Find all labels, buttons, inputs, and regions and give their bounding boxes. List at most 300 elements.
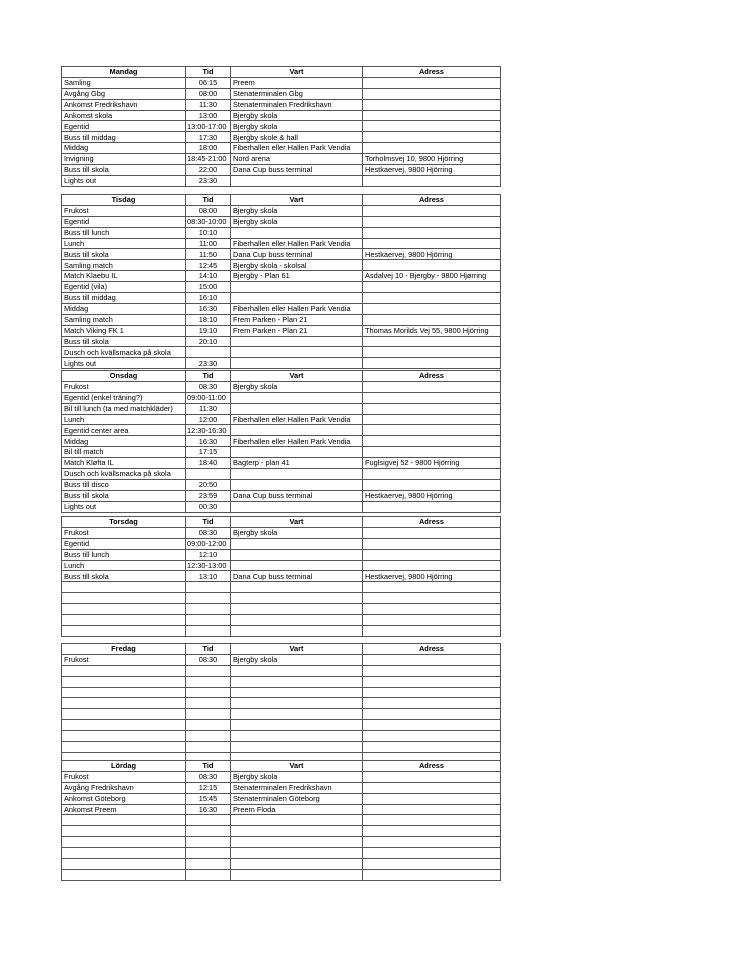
activity-cell: Lights out bbox=[62, 501, 186, 512]
address-cell bbox=[363, 381, 501, 392]
activity-cell: Frukost bbox=[62, 527, 186, 538]
table-row bbox=[62, 227, 501, 238]
table-row bbox=[62, 293, 501, 304]
address-cell bbox=[363, 347, 501, 358]
activity-cell bbox=[62, 582, 186, 593]
day-heading: Mandag bbox=[62, 67, 186, 78]
address-cell bbox=[363, 447, 501, 458]
activity-cell bbox=[62, 665, 186, 676]
table-header-row bbox=[62, 195, 501, 206]
location-cell bbox=[231, 848, 363, 859]
location-cell: Bjergby skola bbox=[231, 654, 363, 665]
table-row bbox=[62, 593, 501, 604]
address-cell bbox=[363, 143, 501, 154]
activity-cell: Samling bbox=[62, 77, 186, 88]
table-row bbox=[62, 458, 501, 469]
activity-cell: Samling match bbox=[62, 314, 186, 325]
location-cell bbox=[231, 593, 363, 604]
time-cell: 11:30 bbox=[186, 403, 231, 414]
table-row bbox=[62, 303, 501, 314]
location-cell bbox=[231, 625, 363, 636]
table-row bbox=[62, 869, 501, 880]
time-cell: 19:10 bbox=[186, 325, 231, 336]
activity-cell bbox=[62, 815, 186, 826]
time-cell bbox=[186, 709, 231, 720]
activity-cell: Avgång Gbg bbox=[62, 88, 186, 99]
day-heading: Lördag bbox=[62, 761, 186, 772]
address-cell bbox=[363, 77, 501, 88]
schedule-table-5 bbox=[61, 760, 501, 881]
activity-cell bbox=[62, 859, 186, 870]
address-cell: Hestkaervej, 9800 Hjörring bbox=[363, 249, 501, 260]
time-cell: 08:30 bbox=[186, 771, 231, 782]
time-cell: 12:00 bbox=[186, 414, 231, 425]
time-cell: 15:45 bbox=[186, 793, 231, 804]
time-cell: 22:00 bbox=[186, 165, 231, 176]
table-row bbox=[62, 604, 501, 615]
table-row bbox=[62, 615, 501, 626]
time-cell: 06:15 bbox=[186, 77, 231, 88]
address-cell bbox=[363, 527, 501, 538]
table-row bbox=[62, 731, 501, 742]
activity-cell: Buss till skola bbox=[62, 571, 186, 582]
address-heading: Adress bbox=[363, 67, 501, 78]
location-cell: Bjergby skola - skolsal bbox=[231, 260, 363, 271]
table-row bbox=[62, 325, 501, 336]
address-heading: Adress bbox=[363, 644, 501, 655]
table-row bbox=[62, 205, 501, 216]
address-cell bbox=[363, 665, 501, 676]
activity-cell bbox=[62, 687, 186, 698]
time-cell: 13:10 bbox=[186, 571, 231, 582]
table-row bbox=[62, 501, 501, 512]
activity-cell: Bil till lunch (ta med matchkläder) bbox=[62, 403, 186, 414]
time-cell: 11:00 bbox=[186, 238, 231, 249]
time-cell: 15:00 bbox=[186, 282, 231, 293]
location-cell bbox=[231, 282, 363, 293]
location-cell bbox=[231, 479, 363, 490]
where-heading: Vart bbox=[231, 517, 363, 528]
table-row bbox=[62, 238, 501, 249]
location-cell bbox=[231, 403, 363, 414]
table-row bbox=[62, 165, 501, 176]
table-row bbox=[62, 582, 501, 593]
location-cell: Frem Parken - Plan 21 bbox=[231, 325, 363, 336]
time-cell bbox=[186, 604, 231, 615]
activity-cell bbox=[62, 869, 186, 880]
location-cell: Dana Cup buss terminal bbox=[231, 249, 363, 260]
address-cell bbox=[363, 582, 501, 593]
activity-cell: Egentid bbox=[62, 121, 186, 132]
location-cell: Fiberhallen eller Hallen Park Vendia bbox=[231, 143, 363, 154]
location-cell: Bjergby skola bbox=[231, 381, 363, 392]
time-cell bbox=[186, 593, 231, 604]
activity-cell: Lights out bbox=[62, 175, 186, 186]
location-cell: Bjergby skola bbox=[231, 527, 363, 538]
time-cell: 08:00 bbox=[186, 88, 231, 99]
time-cell: 23:30 bbox=[186, 358, 231, 369]
time-cell: 12:15 bbox=[186, 782, 231, 793]
address-cell: Hestkaervej, 9800 Hjörring bbox=[363, 490, 501, 501]
location-cell: Fiberhallen eller Hallen Park Vendia bbox=[231, 303, 363, 314]
schedule-table-1 bbox=[61, 194, 501, 369]
address-cell bbox=[363, 501, 501, 512]
table-row bbox=[62, 403, 501, 414]
time-cell: 13:00-17:00 bbox=[186, 121, 231, 132]
schedule-table-0 bbox=[61, 66, 501, 187]
table-row bbox=[62, 336, 501, 347]
activity-cell: Buss till middag bbox=[62, 293, 186, 304]
time-cell bbox=[186, 625, 231, 636]
table-row bbox=[62, 782, 501, 793]
activity-cell: Bil till match bbox=[62, 447, 186, 458]
table-row bbox=[62, 132, 501, 143]
table-header-row bbox=[62, 644, 501, 655]
activity-cell bbox=[62, 625, 186, 636]
activity-cell bbox=[62, 848, 186, 859]
activity-cell: Buss till lunch bbox=[62, 549, 186, 560]
location-cell: Fiberhallen eller Hallen Park Vendia bbox=[231, 436, 363, 447]
time-cell: 11:30 bbox=[186, 99, 231, 110]
activity-cell: Middag bbox=[62, 143, 186, 154]
time-cell: 09:00-11:00 bbox=[186, 392, 231, 403]
time-cell bbox=[186, 826, 231, 837]
location-cell: Dana Cup buss terminal bbox=[231, 571, 363, 582]
table-row bbox=[62, 793, 501, 804]
address-cell bbox=[363, 848, 501, 859]
address-cell bbox=[363, 303, 501, 314]
location-cell: Bjergby skola bbox=[231, 771, 363, 782]
location-cell bbox=[231, 731, 363, 742]
location-cell bbox=[231, 501, 363, 512]
location-cell: Nord arena bbox=[231, 154, 363, 165]
activity-cell: Match Klaebu IL bbox=[62, 271, 186, 282]
where-heading: Vart bbox=[231, 761, 363, 772]
location-cell: Fiberhallen eller Hallen Park Vendia bbox=[231, 414, 363, 425]
address-cell bbox=[363, 314, 501, 325]
time-cell: 20:50 bbox=[186, 479, 231, 490]
address-cell bbox=[363, 260, 501, 271]
activity-cell: Dusch och kvällsmacka på skola bbox=[62, 347, 186, 358]
activity-cell bbox=[62, 593, 186, 604]
time-heading: Tid bbox=[186, 644, 231, 655]
address-cell bbox=[363, 793, 501, 804]
location-cell: Dana Cup buss terminal bbox=[231, 165, 363, 176]
activity-cell: Frukost bbox=[62, 381, 186, 392]
location-cell bbox=[231, 347, 363, 358]
time-cell: 18:00 bbox=[186, 143, 231, 154]
address-cell bbox=[363, 549, 501, 560]
activity-cell: Samling match bbox=[62, 260, 186, 271]
table-row bbox=[62, 77, 501, 88]
time-heading: Tid bbox=[186, 67, 231, 78]
activity-cell: Buss till skola bbox=[62, 490, 186, 501]
table-row bbox=[62, 848, 501, 859]
time-cell: 16:10 bbox=[186, 293, 231, 304]
address-cell bbox=[363, 804, 501, 815]
table-row bbox=[62, 414, 501, 425]
time-cell bbox=[186, 731, 231, 742]
table-row bbox=[62, 571, 501, 582]
time-cell bbox=[186, 665, 231, 676]
location-cell bbox=[231, 358, 363, 369]
location-cell: Stenaterminalen Göteborg bbox=[231, 793, 363, 804]
address-cell bbox=[363, 837, 501, 848]
table-row bbox=[62, 771, 501, 782]
time-heading: Tid bbox=[186, 195, 231, 206]
time-cell bbox=[186, 869, 231, 880]
address-cell bbox=[363, 676, 501, 687]
location-cell bbox=[231, 615, 363, 626]
address-cell bbox=[363, 414, 501, 425]
activity-cell: Invigning bbox=[62, 154, 186, 165]
table-row bbox=[62, 425, 501, 436]
address-cell bbox=[363, 392, 501, 403]
address-cell bbox=[363, 132, 501, 143]
location-cell bbox=[231, 392, 363, 403]
table-row bbox=[62, 271, 501, 282]
activity-cell: Ankomst Preem bbox=[62, 804, 186, 815]
table-row bbox=[62, 665, 501, 676]
table-row bbox=[62, 698, 501, 709]
location-cell: Bjergby - Plan 61 bbox=[231, 271, 363, 282]
location-cell bbox=[231, 698, 363, 709]
table-header-row bbox=[62, 761, 501, 772]
time-cell bbox=[186, 859, 231, 870]
activity-cell bbox=[62, 742, 186, 753]
table-row bbox=[62, 527, 501, 538]
time-cell: 12:10 bbox=[186, 549, 231, 560]
time-cell: 13:00 bbox=[186, 110, 231, 121]
address-cell bbox=[363, 227, 501, 238]
table-row bbox=[62, 99, 501, 110]
address-heading: Adress bbox=[363, 195, 501, 206]
activity-cell: Egentid (enkel träning?) bbox=[62, 392, 186, 403]
time-cell bbox=[186, 469, 231, 480]
where-heading: Vart bbox=[231, 371, 363, 382]
where-heading: Vart bbox=[231, 195, 363, 206]
table-row bbox=[62, 742, 501, 753]
address-cell bbox=[363, 216, 501, 227]
time-cell: 20:10 bbox=[186, 336, 231, 347]
location-cell: Bagterp - plan 41 bbox=[231, 458, 363, 469]
address-cell bbox=[363, 593, 501, 604]
table-row bbox=[62, 447, 501, 458]
address-cell: Thomas Morilds Vej 55, 9800 Hjörring bbox=[363, 325, 501, 336]
activity-cell bbox=[62, 698, 186, 709]
location-cell bbox=[231, 687, 363, 698]
location-cell bbox=[231, 709, 363, 720]
table-row bbox=[62, 479, 501, 490]
location-cell: Preem bbox=[231, 77, 363, 88]
address-cell bbox=[363, 121, 501, 132]
time-cell: 16:30 bbox=[186, 804, 231, 815]
address-cell bbox=[363, 742, 501, 753]
table-row bbox=[62, 347, 501, 358]
where-heading: Vart bbox=[231, 644, 363, 655]
time-cell: 17:15 bbox=[186, 447, 231, 458]
time-cell bbox=[186, 815, 231, 826]
address-cell bbox=[363, 238, 501, 249]
location-cell: Frem Parken - Plan 21 bbox=[231, 314, 363, 325]
location-cell: Stenaterminalen Gbg bbox=[231, 88, 363, 99]
table-row bbox=[62, 687, 501, 698]
address-cell bbox=[363, 282, 501, 293]
location-cell bbox=[231, 336, 363, 347]
schedule-table-4 bbox=[61, 643, 501, 764]
address-cell bbox=[363, 859, 501, 870]
activity-cell: Buss till skola bbox=[62, 336, 186, 347]
address-cell bbox=[363, 336, 501, 347]
address-cell bbox=[363, 425, 501, 436]
time-cell bbox=[186, 742, 231, 753]
location-cell bbox=[231, 859, 363, 870]
table-header-row bbox=[62, 371, 501, 382]
activity-cell: Buss till disco bbox=[62, 479, 186, 490]
address-cell bbox=[363, 869, 501, 880]
address-cell bbox=[363, 709, 501, 720]
time-cell: 08:30 bbox=[186, 381, 231, 392]
address-cell bbox=[363, 293, 501, 304]
table-row bbox=[62, 436, 501, 447]
time-cell: 18:40 bbox=[186, 458, 231, 469]
time-cell: 23:59 bbox=[186, 490, 231, 501]
table-row bbox=[62, 490, 501, 501]
time-cell bbox=[186, 615, 231, 626]
time-heading: Tid bbox=[186, 517, 231, 528]
address-cell bbox=[363, 782, 501, 793]
location-cell bbox=[231, 837, 363, 848]
address-heading: Adress bbox=[363, 517, 501, 528]
time-heading: Tid bbox=[186, 761, 231, 772]
time-cell bbox=[186, 582, 231, 593]
activity-cell: Egentid bbox=[62, 538, 186, 549]
address-cell bbox=[363, 687, 501, 698]
activity-cell: Lights out bbox=[62, 358, 186, 369]
table-row bbox=[62, 837, 501, 848]
location-cell bbox=[231, 175, 363, 186]
activity-cell: Lunch bbox=[62, 238, 186, 249]
location-cell bbox=[231, 227, 363, 238]
activity-cell: Avgång Fredrikshavn bbox=[62, 782, 186, 793]
time-cell: 12:30-16:30 bbox=[186, 425, 231, 436]
location-cell: Bjergby skola bbox=[231, 110, 363, 121]
address-cell bbox=[363, 358, 501, 369]
time-cell: 10:10 bbox=[186, 227, 231, 238]
table-row bbox=[62, 654, 501, 665]
time-cell: 08:30 bbox=[186, 527, 231, 538]
table-row bbox=[62, 560, 501, 571]
activity-cell: Match Kløfta IL bbox=[62, 458, 186, 469]
table-row bbox=[62, 358, 501, 369]
table-row bbox=[62, 392, 501, 403]
activity-cell bbox=[62, 731, 186, 742]
location-cell bbox=[231, 549, 363, 560]
address-cell bbox=[363, 560, 501, 571]
time-cell: 11:50 bbox=[186, 249, 231, 260]
location-cell bbox=[231, 665, 363, 676]
activity-cell: Lunch bbox=[62, 560, 186, 571]
activity-cell: Egentid center area bbox=[62, 425, 186, 436]
table-row bbox=[62, 381, 501, 392]
time-cell bbox=[186, 837, 231, 848]
table-row bbox=[62, 175, 501, 186]
location-cell bbox=[231, 538, 363, 549]
day-heading: Fredag bbox=[62, 644, 186, 655]
where-heading: Vart bbox=[231, 67, 363, 78]
time-cell bbox=[186, 676, 231, 687]
address-cell bbox=[363, 436, 501, 447]
time-cell bbox=[186, 698, 231, 709]
address-cell bbox=[363, 731, 501, 742]
activity-cell: Egentid bbox=[62, 216, 186, 227]
schedule-table-2 bbox=[61, 370, 501, 513]
activity-cell bbox=[62, 604, 186, 615]
address-cell: Hestkaervej, 9800 Hjörring bbox=[363, 571, 501, 582]
location-cell: Bjergby skola bbox=[231, 205, 363, 216]
time-cell: 08:30-10:00 bbox=[186, 216, 231, 227]
activity-cell: Frukost bbox=[62, 654, 186, 665]
time-cell: 08:00 bbox=[186, 205, 231, 216]
location-cell bbox=[231, 676, 363, 687]
address-cell bbox=[363, 469, 501, 480]
activity-cell: Buss till lunch bbox=[62, 227, 186, 238]
table-row bbox=[62, 826, 501, 837]
time-cell bbox=[186, 687, 231, 698]
table-row bbox=[62, 110, 501, 121]
address-cell: Asdalvej 10 - Bjergby - 9800 Hjørring bbox=[363, 271, 501, 282]
location-cell: Preem Floda bbox=[231, 804, 363, 815]
address-cell bbox=[363, 538, 501, 549]
address-heading: Adress bbox=[363, 371, 501, 382]
time-cell: 14:10 bbox=[186, 271, 231, 282]
activity-cell: Ankomst Fredrikshavn bbox=[62, 99, 186, 110]
activity-cell: Buss till skola bbox=[62, 249, 186, 260]
table-row bbox=[62, 538, 501, 549]
location-cell: Stenaterminalen Fredrikshavn bbox=[231, 782, 363, 793]
activity-cell: Buss till middag bbox=[62, 132, 186, 143]
table-row bbox=[62, 469, 501, 480]
location-cell bbox=[231, 425, 363, 436]
table-row bbox=[62, 720, 501, 731]
time-cell: 18:45-21:00 bbox=[186, 154, 231, 165]
activity-cell: Egentid (vila) bbox=[62, 282, 186, 293]
location-cell bbox=[231, 604, 363, 615]
day-heading: Tisdag bbox=[62, 195, 186, 206]
location-cell bbox=[231, 469, 363, 480]
address-cell bbox=[363, 815, 501, 826]
table-row bbox=[62, 154, 501, 165]
address-cell bbox=[363, 771, 501, 782]
location-cell bbox=[231, 293, 363, 304]
address-cell bbox=[363, 604, 501, 615]
address-cell: Fuglsigvej 52 - 9800 Hjörring bbox=[363, 458, 501, 469]
time-cell bbox=[186, 848, 231, 859]
address-cell bbox=[363, 175, 501, 186]
activity-cell: Lunch bbox=[62, 414, 186, 425]
table-header-row bbox=[62, 67, 501, 78]
time-cell: 08:30 bbox=[186, 654, 231, 665]
activity-cell bbox=[62, 709, 186, 720]
activity-cell: Buss till skola bbox=[62, 165, 186, 176]
location-cell bbox=[231, 826, 363, 837]
day-heading: Onsdag bbox=[62, 371, 186, 382]
address-cell bbox=[363, 110, 501, 121]
activity-cell bbox=[62, 837, 186, 848]
activity-cell: Middag bbox=[62, 303, 186, 314]
day-heading: Torsdag bbox=[62, 517, 186, 528]
activity-cell: Ankomst skola bbox=[62, 110, 186, 121]
